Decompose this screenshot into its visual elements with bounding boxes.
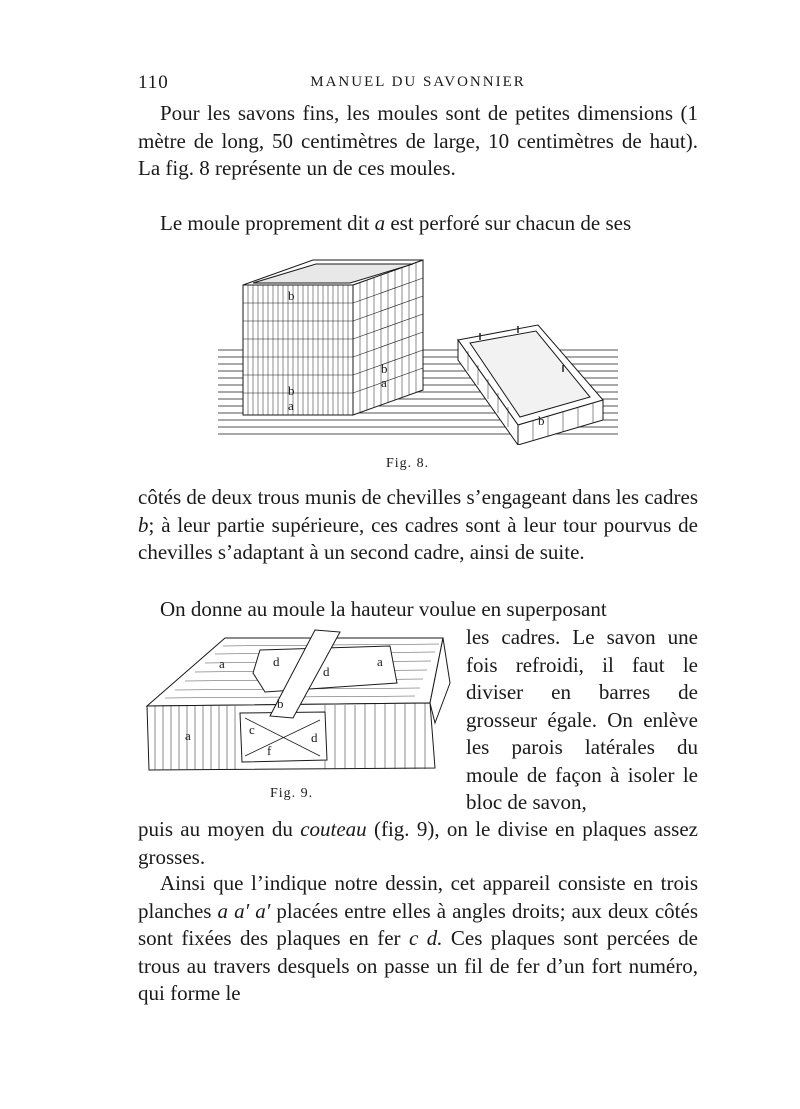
paragraph-4-side: les cadres. Le savon une fois refroidi, il faut le diviser en barres de grosseur égale. On enlève les parois latérales du moule de façon à isoler le bloc de savon, xyxy=(466,625,698,814)
paragraph-5-start: Ainsi que l’indique notre dessin, cet appareil consiste en trois planches xyxy=(138,871,698,923)
fig8-label-b-frame: b xyxy=(538,413,545,428)
fig9-label-c: c xyxy=(249,722,255,737)
paragraph-2 xyxy=(138,210,698,238)
paragraph-3 xyxy=(138,484,698,567)
fig9-label-f: f xyxy=(267,743,272,758)
fig9-label-a-top: a xyxy=(219,656,225,671)
fig8-label-b-side: b xyxy=(381,361,388,376)
fig9-label-d-top: d xyxy=(273,654,280,669)
paragraph-3-italic: b xyxy=(138,512,149,537)
paragraph-4-last xyxy=(138,816,698,871)
fig9-label-a-front: a xyxy=(185,728,191,743)
fig9-label-b: b xyxy=(277,696,284,711)
paragraph-3-start: côtés de deux trous munis de chevilles s’engageant dans les cadres xyxy=(138,485,698,509)
figure-9-caption: Fig. 9. xyxy=(270,786,314,801)
paragraph-4-first: On donne au moule la hauteur voulue en superposant xyxy=(160,597,607,621)
figure-8-illustration xyxy=(218,245,618,445)
paragraph-5-italic-2: c d. xyxy=(408,926,443,950)
paragraph-4-first-line xyxy=(138,596,698,624)
paragraph-1 xyxy=(138,100,698,183)
paragraph-2-end: est perforé sur chacun de ses xyxy=(385,211,632,235)
paragraph-5-mid: placées entre elles à angles droits; aux deux côtés sont fixées des plaques en fer xyxy=(138,898,698,950)
paragraph-4-last-start: puis au moyen du xyxy=(138,817,301,841)
paragraph-2-start: Le moule proprement dit xyxy=(160,211,375,235)
paragraph-5 xyxy=(138,870,698,1008)
figure-8-caption: Fig. 8. xyxy=(386,456,430,471)
paragraph-1-text: Pour les savons fins, les moules sont de petites dimensions (1 mètre de long, 50 centimètres de large, 10 centimètres de haut). La fig. 8 représente un de ces moules. xyxy=(138,101,698,180)
fig8-label-a-side: a xyxy=(381,375,387,390)
paragraph-4-wrapped xyxy=(466,624,698,817)
fig8-label-a-front: a xyxy=(288,398,294,413)
paragraph-5-end: Ces plaques sont percées de trous au travers desquels on passe un fil de fer d’un fort numéro, qui forme le xyxy=(138,926,698,1005)
fig9-label-d-mid: d xyxy=(323,664,330,679)
paragraph-4-last-end: (fig. 9), on le divise en plaques assez grosses. xyxy=(138,817,698,869)
page-header xyxy=(138,72,698,96)
fig8-label-b-top: b xyxy=(288,288,295,303)
paragraph-2-italic: a xyxy=(374,211,386,235)
fig9-label-a-right: a xyxy=(377,654,383,669)
fig8-label-b-bottom: b xyxy=(288,383,295,398)
paragraph-4-last-italic: couteau xyxy=(300,817,367,841)
paragraph-5-italic-1: a a′ a′ xyxy=(217,898,271,923)
fig9-label-d-front: d xyxy=(311,730,318,745)
running-head: MANUEL DU SAVONNIER xyxy=(310,74,526,90)
page-number: 110 xyxy=(138,72,169,93)
paragraph-3-end: ; à leur partie supérieure, ces cadres sont à leur tour pourvus de chevilles s’adaptant à un second cadre, ainsi de suite. xyxy=(138,512,698,564)
figure-9-illustration xyxy=(145,628,455,778)
